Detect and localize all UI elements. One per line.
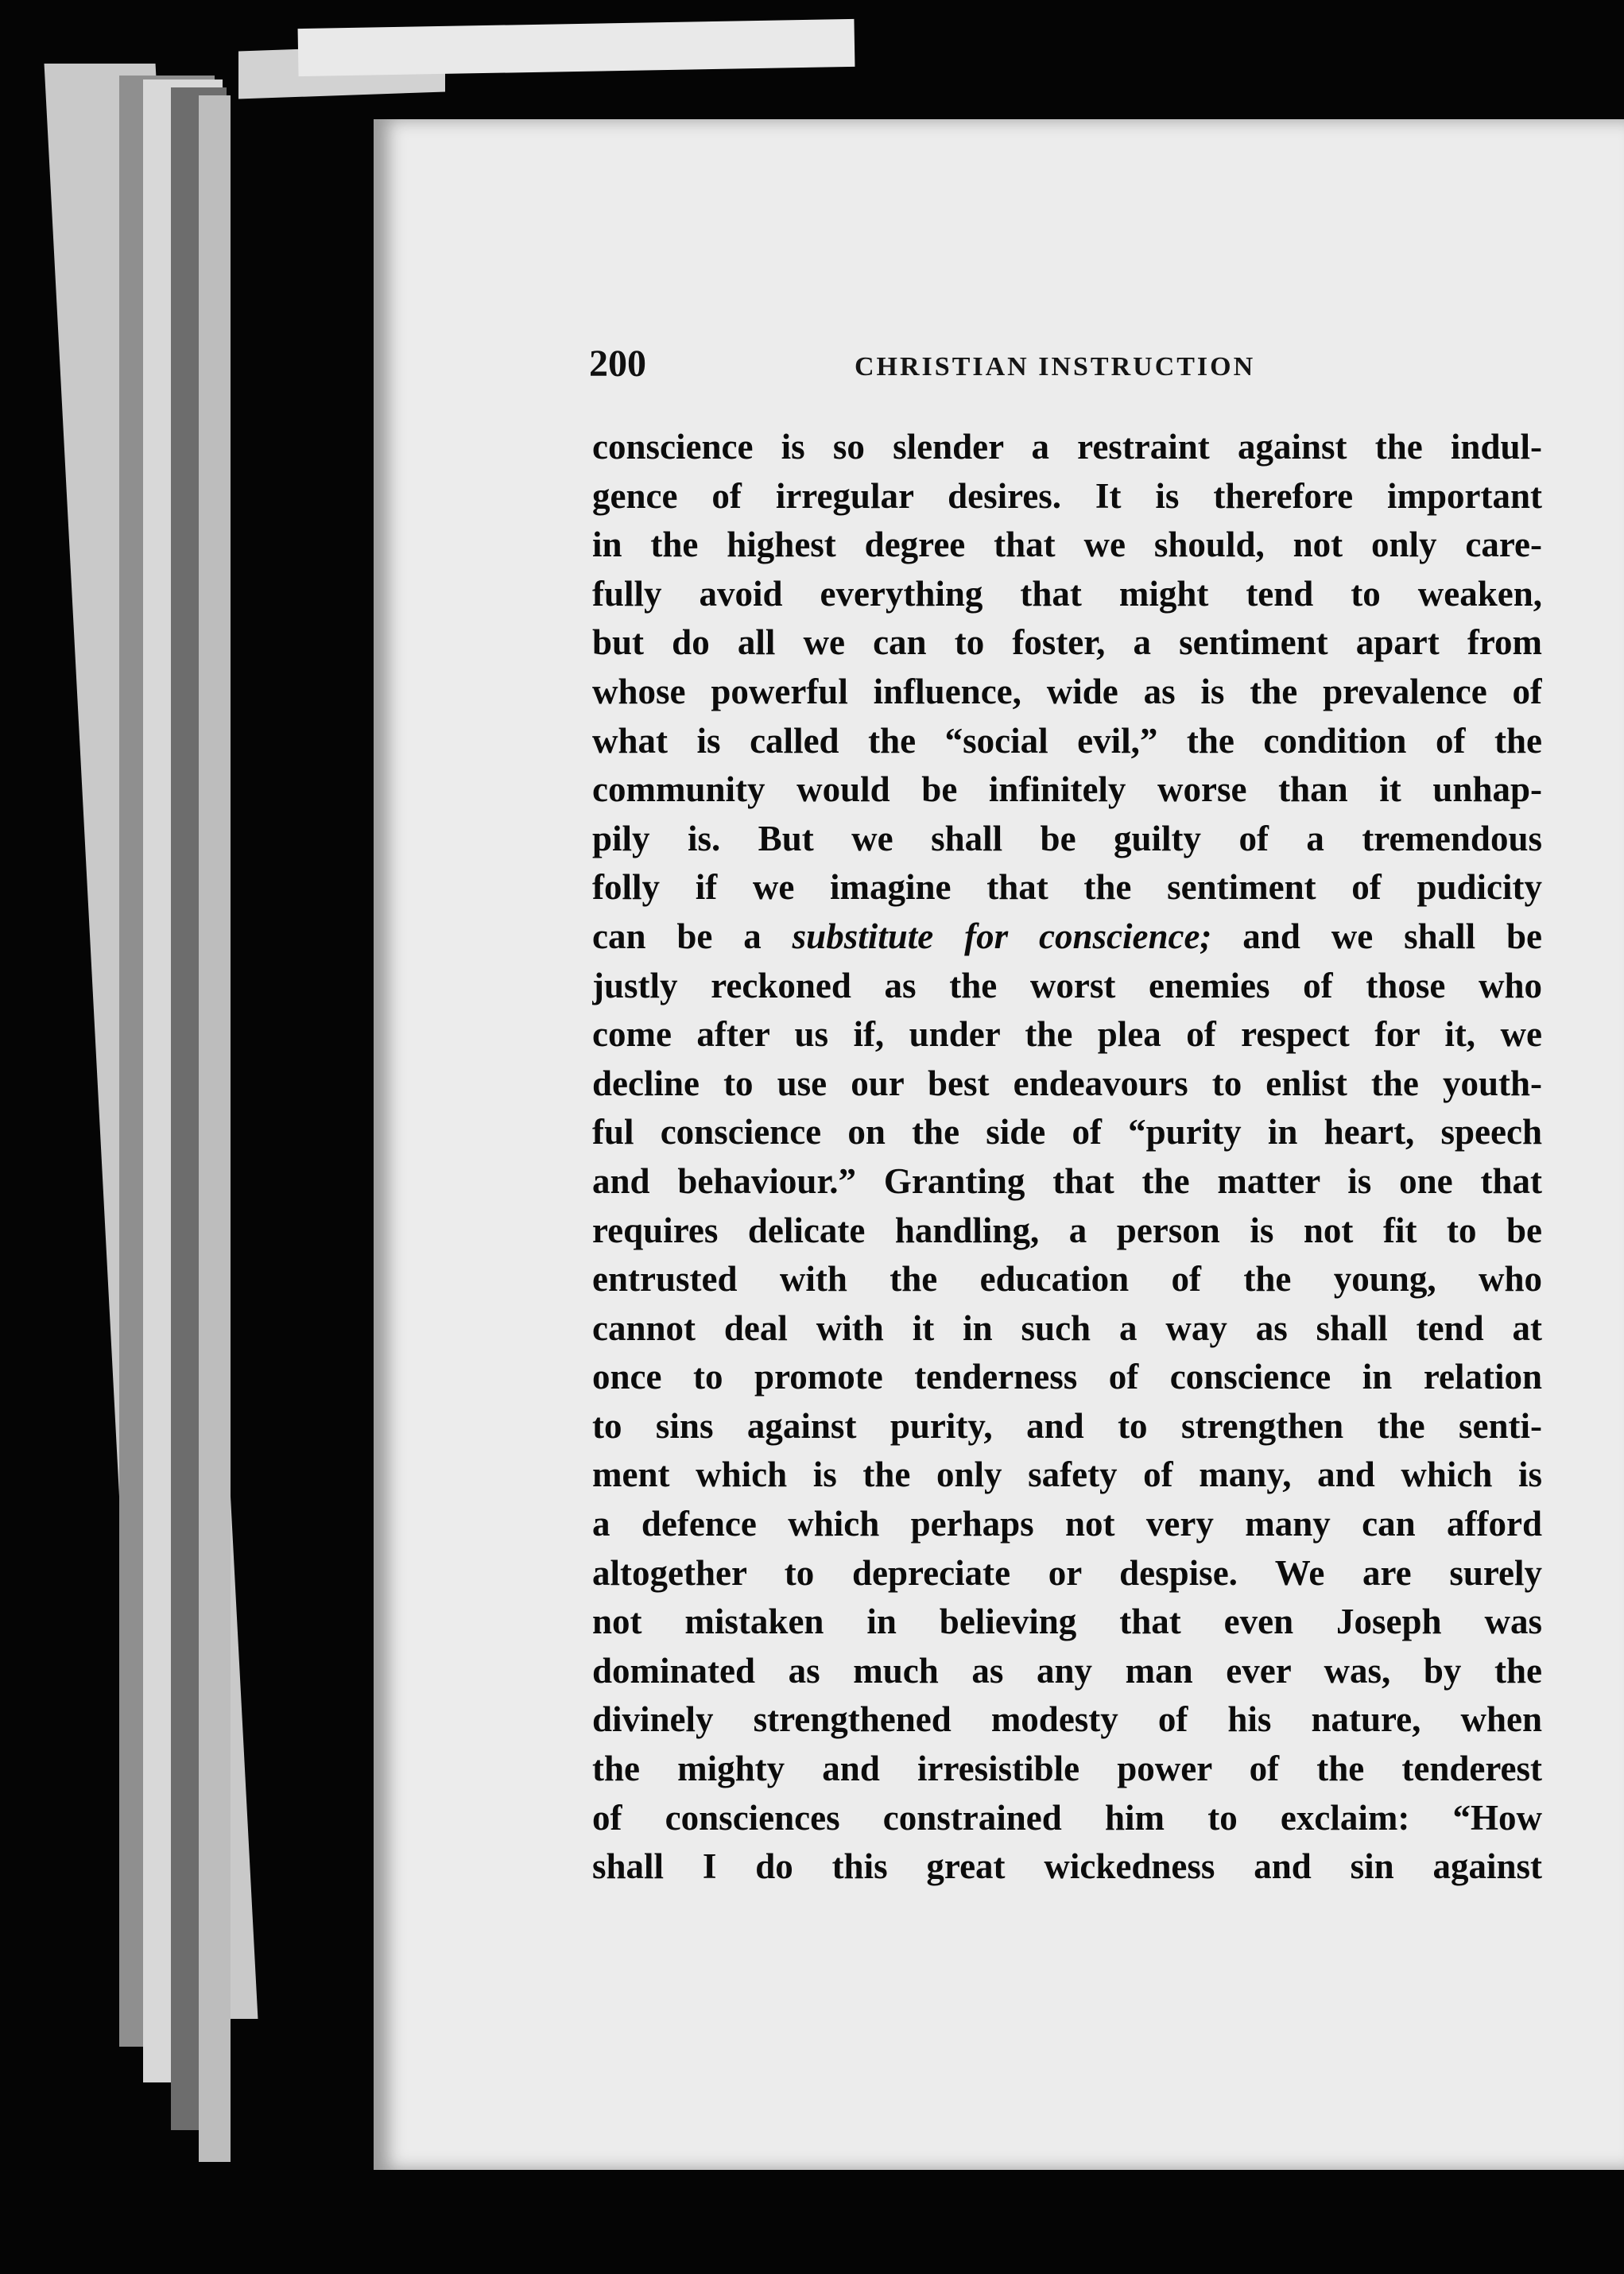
text-segment: and we shall be (1211, 916, 1542, 956)
text-line: but do all we can to foster, a sentiment apart from (592, 622, 1542, 663)
page-edge (199, 95, 231, 2162)
text-line: in the highest degree that we should, not only care- (592, 525, 1542, 565)
text-line: altogether to depreciate or despise. We are surely (592, 1552, 1542, 1593)
text-line: a defence which perhaps not very many can afford (592, 1504, 1542, 1544)
text-line: requires delicate handling, a person is not fit to be (592, 1210, 1542, 1250)
text-line: once to promote tenderness of conscience in relation (592, 1357, 1542, 1397)
body-text (592, 423, 1542, 1892)
text-line: shall I do this great wickedness and sin against (592, 1846, 1542, 1887)
text-line: conscience is so slender a restraint against the indul- (592, 427, 1542, 467)
text-line: divinely strengthened modesty of his nature, when (592, 1699, 1542, 1740)
page-edge (298, 19, 855, 76)
page-number: 200 (589, 343, 646, 385)
text-line: whose powerful influence, wide as is the prevalence of (592, 671, 1542, 711)
text-line: cannot deal with it in such a way as shall tend at (592, 1307, 1542, 1348)
text-line: gence of irregular desires. It is therefore important (592, 475, 1542, 516)
text-segment: can be a (592, 916, 793, 956)
text-line: to sins against purity, and to strengthen the senti- (592, 1405, 1542, 1446)
text-line: folly if we imagine that the sentiment of pudicity (592, 867, 1542, 908)
text-line: community would be infinitely worse than it unhap- (592, 769, 1542, 810)
text-line: the mighty and irresistible power of the tenderest (592, 1749, 1542, 1789)
text-line: what is called the “social evil,” the condition of the (592, 720, 1542, 761)
text-line: ment which is the only safety of many, and which is (592, 1455, 1542, 1495)
text-line (592, 912, 1542, 962)
text-line: entrusted with the education of the young, who (592, 1259, 1542, 1300)
text-line: justly reckoned as the worst enemies of those who (592, 965, 1542, 1005)
text-line: pily is. But we shall be guilty of a tremendous (592, 818, 1542, 858)
text-line: ful conscience on the side of “purity in heart, speech (592, 1112, 1542, 1152)
italic-phrase: substitute for conscience; (792, 916, 1212, 956)
text-line: not mistaken in believing that even Joseph was (592, 1602, 1542, 1642)
text-line: come after us if, under the plea of respect for it, we (592, 1014, 1542, 1055)
text-line: fully avoid everything that might tend to weaken, (592, 573, 1542, 614)
text-line: decline to use our best endeavours to enlist the youth- (592, 1063, 1542, 1103)
text-line: and behaviour.” Granting that the matter is one that (592, 1160, 1542, 1201)
running-head: CHRISTIAN INSTRUCTION (855, 352, 1256, 382)
text-line: of consciences constrained him to exclaim: “How (592, 1797, 1542, 1838)
text-line: dominated as much as any man ever was, by the (592, 1650, 1542, 1691)
